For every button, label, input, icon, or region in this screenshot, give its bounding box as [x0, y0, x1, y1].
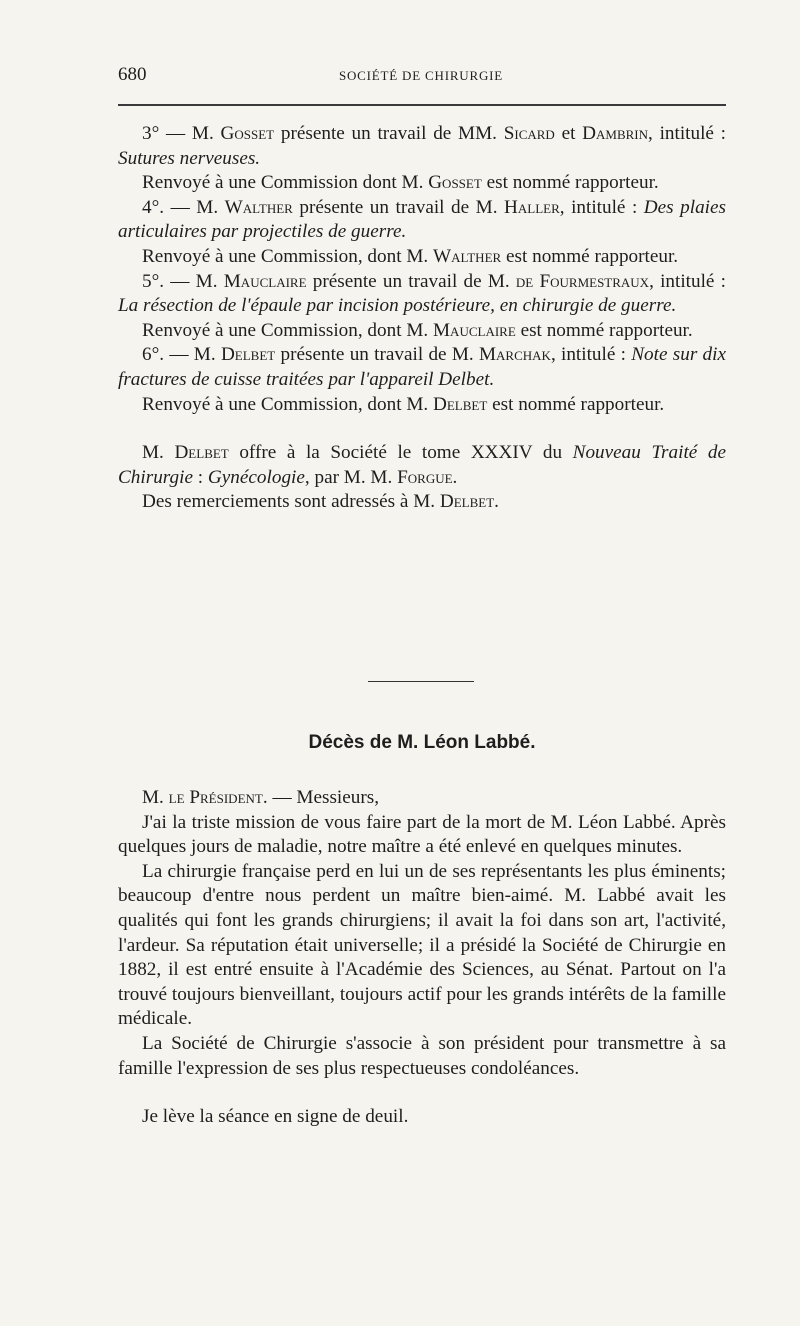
obituary-paragraph: La Société de Chirurgie s'associe à son président pour transmettre à sa famille l'expression de ses plus respectueuses condoléances.	[118, 1032, 726, 1079]
item-4-presentation: 4°. — M. Walther présente un travail de M. Haller, intitulé : Des plaies articulaires par projectiles de guerre.	[118, 196, 726, 243]
obituary-opening: M. le Président. — Messieurs,	[142, 787, 380, 808]
item-3-presentation: 3° — M. Gosset présente un travail de MM. Sicard et Dambrin, intitulé : Sutures nerveuses.	[118, 123, 726, 169]
item-4-referral: Renvoyé à une Commission, dont M. Walther est nommé rapporteur.	[142, 245, 679, 267]
book-offer-paragraph: M. Delbet offre à la Société le tome XXXIV du Nouveau Traité de Chirurgie : Gynécologie, par M. M. Forgue.	[118, 442, 726, 488]
header-rule	[118, 104, 726, 106]
obituary-paragraph: La chirurgie française perd en lui un de ses représentants les plus éminents; beaucoup d'entre nous perdent un maître bien-aimé. M. Labbé avait les qualités qui font les grands chirurgiens; il avait la foi dans son art, l'activité, l'ardeur. Sa réputation était universelle; il a présidé la Société de Chirurgie en 1882, il est entré ensuite à l'Académie des Sciences, au Sénat. Partout on l'a trouvé toujours bienveillant, toujours actif pour les grands intérêts de la famille médicale.	[118, 860, 726, 1030]
page-number: 680	[118, 64, 147, 85]
item-5-referral: Renvoyé à une Commission, dont M. Mauclaire est nommé rapporteur.	[142, 319, 693, 341]
item-3-referral: Renvoyé à une Commission dont M. Gosset est nommé rapporteur.	[142, 172, 659, 194]
item-5-presentation: 5°. — M. Mauclaire présente un travail de M. de Fourmestraux, intitulé : La résection de l'épaule par incision postérieure, en chirurgie de guerre.	[118, 270, 726, 317]
item-6-referral: Renvoyé à une Commission, dont M. Delbet est nommé rapporteur.	[142, 393, 665, 415]
section-separator-rule	[368, 681, 474, 682]
thanks-paragraph: Des remerciements sont adressés à M. Delbet.	[142, 491, 499, 513]
page-header	[118, 64, 724, 94]
obituary-title: Décès de M. Léon Labbé.	[308, 732, 536, 753]
obituary-section	[118, 786, 726, 1130]
obituary-paragraph: J'ai la triste mission de vous faire part de la mort de M. Léon Labbé. Après quelques jours de maladie, notre maître a été enlevé en quelques minutes.	[118, 811, 726, 858]
running-title: SOCIÉTÉ DE CHIRURGIE	[338, 68, 504, 83]
presentations-section	[118, 122, 726, 515]
item-6-presentation: 6°. — M. Delbet présente un travail de M. Marchak, intitulé : Note sur dix fractures de cuisse traitées par l'appareil Delbet.	[118, 344, 727, 390]
obituary-closing: Je lève la séance en signe de deuil.	[142, 1106, 409, 1128]
